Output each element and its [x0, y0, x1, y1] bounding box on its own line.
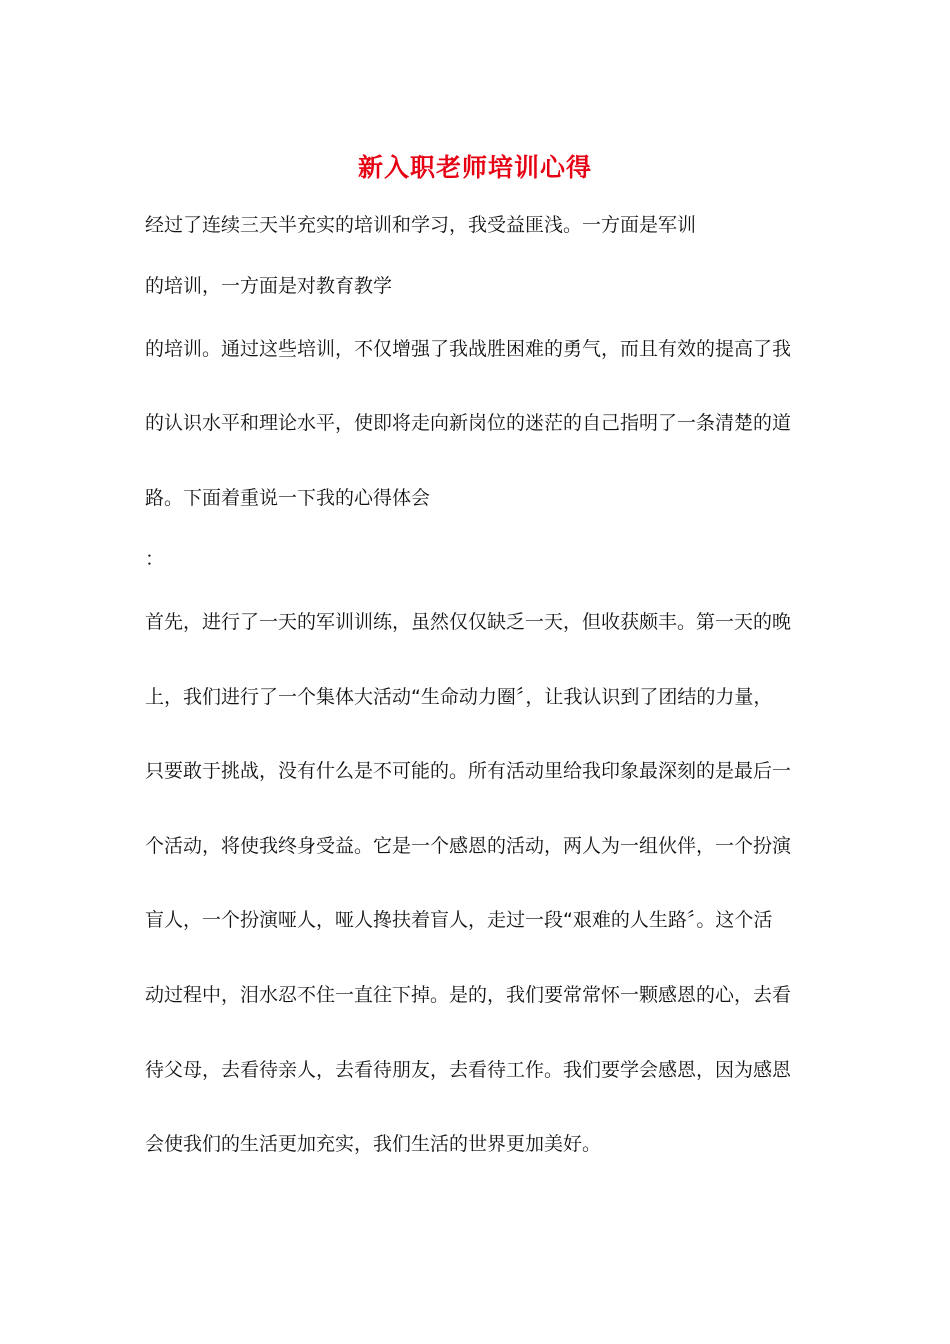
paragraph-line: 的培训。通过这些培训，不仅增强了我战胜困难的勇气，而且有效的提高了我 [145, 338, 792, 360]
paragraph-line: 经过了连续三天半充实的培训和学习，我受益匪浅。一方面是军训 [145, 214, 697, 236]
paragraph-line: 的认识水平和理论水平，使即将走向新岗位的迷茫的自己指明了一条清楚的道 [145, 412, 792, 434]
paragraph-line: 个活动，将使我终身受益。它是一个感恩的活动，两人为一组伙伴，一个扮演 [145, 835, 792, 857]
paragraph-line: ： [145, 548, 165, 570]
paragraph-line: 上，我们进行了一个集体大活动“生命动力圈〞，让我认识到了团结的力量， [145, 686, 773, 708]
paragraph-line: 待父母，去看待亲人，去看待朋友，去看待工作。我们要学会感恩，因为感恩 [145, 1059, 792, 1081]
paragraph-line: 盲人，一个扮演哑人，哑人搀扶着盲人，走过一段“艰难的人生路〞。这个活 [145, 909, 773, 931]
document-title: 新入职老师培训心得 [357, 153, 592, 182]
paragraph-line: 路。下面着重说一下我的心得体会 [145, 487, 431, 509]
paragraph-line: 会使我们的生活更加充实，我们生活的世界更加美好。 [145, 1133, 602, 1155]
paragraph-line: 动过程中，泪水忍不住一直往下掉。是的，我们要常常怀一颗感恩的心，去看 [145, 984, 792, 1006]
paragraph-line: 的培训，一方面是对教育教学 [145, 275, 393, 297]
paragraph-line: 首先，进行了一天的军训训练，虽然仅仅缺乏一天，但收获颇丰。第一天的晚 [145, 611, 792, 633]
paragraph-line: 只要敢于挑战，没有什么是不可能的。所有活动里给我印象最深刻的是最后一 [145, 760, 792, 782]
